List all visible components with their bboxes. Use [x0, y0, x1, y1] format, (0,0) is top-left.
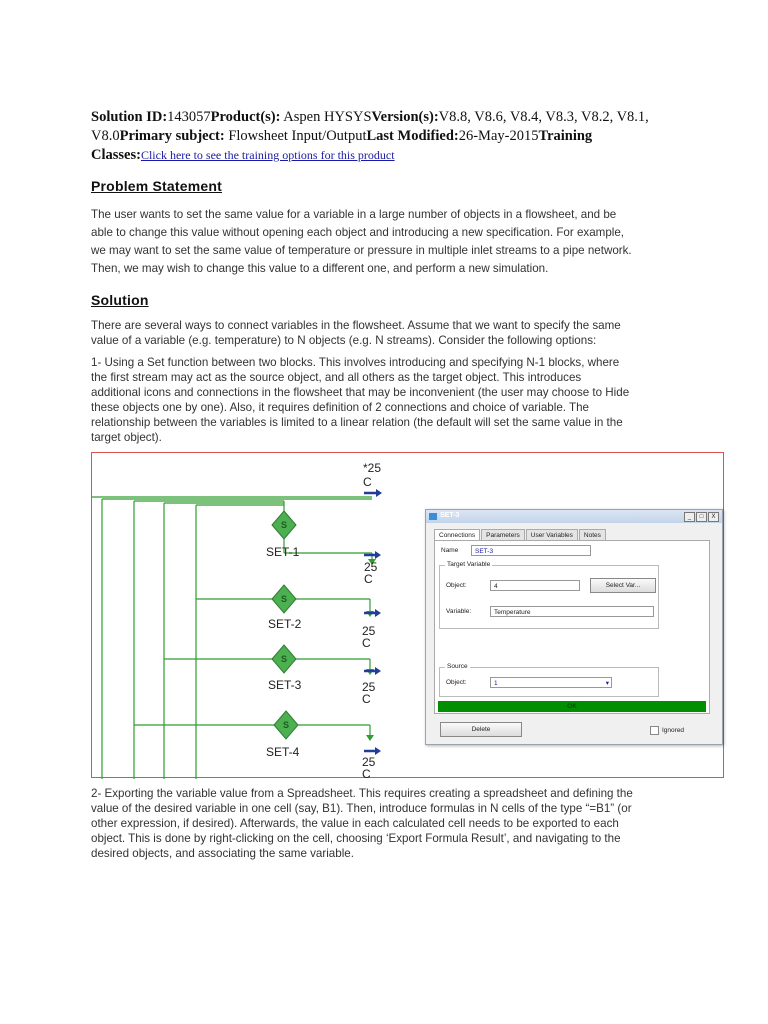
variable-field[interactable]: Temperature [490, 606, 654, 617]
set-3-temp: 25 [362, 680, 376, 694]
set-2-unit: C [362, 636, 371, 650]
problem-line: Then, we may wish to change this value to a different one, and perform a new simulation. [91, 262, 549, 275]
set-4-temp: 25 [362, 755, 376, 769]
problem-heading: Problem Statement [91, 178, 222, 194]
set-4-label: SET-4 [266, 745, 300, 759]
solution-heading: Solution [91, 292, 149, 308]
set-dialog-window [425, 509, 723, 745]
set-1-temp: 25 [364, 560, 378, 574]
versions-line1: V8.8, V8.6, V8.4, V8.3, V8.2, V8.1, [438, 109, 649, 125]
ignored-checkbox[interactable] [650, 726, 659, 735]
ignored-label: Ignored [662, 727, 685, 734]
problem-paragraph [91, 206, 691, 278]
option1-line: the first stream may act as the source object, and all others as the target object. This introduces [91, 371, 582, 384]
dialog-titlebar [426, 510, 722, 523]
option2-line: desired objects, and associating the same variable. [91, 847, 354, 860]
training-label-1: Training [538, 128, 593, 144]
set-symbol: S [282, 720, 290, 730]
solution-id: 143057 [167, 109, 211, 125]
option2-line: other expression, if desired). Afterwards, the value in each calculated cell needs to be exported to each [91, 817, 619, 830]
source-group [439, 663, 659, 697]
solution-intro [91, 318, 691, 348]
select-var-button[interactable]: Select Var... [590, 578, 656, 593]
name-label: Name [441, 547, 459, 554]
stream-arrow-icon [364, 493, 377, 751]
close-icon[interactable]: X [708, 512, 719, 522]
set-1-label: SET-1 [266, 545, 300, 559]
solution-metadata [91, 108, 681, 165]
name-field[interactable]: SET-3 [471, 545, 591, 556]
app-icon [429, 513, 437, 520]
products-label: Product(s): [210, 109, 281, 125]
option2-line: value of the desired variable in one cell (say, B1). Then, introduce formulas in N cells of the type “=B1” (or [91, 802, 632, 815]
intro-line: value of a variable (e.g. temperature) to N objects (e.g. N streams). Consider the following options: [91, 334, 597, 347]
option1-line: 1- Using a Set function between two blocks. This involves introducing and specifying N-1 blocks, where [91, 356, 620, 369]
target-group-title: Target Variable [447, 561, 491, 568]
set-3-label: SET-3 [268, 678, 302, 692]
products: Aspen HYSYS [283, 109, 372, 125]
option1-line: these objects one by one). Also, it requires definition of 2 connections and choice of variable. The [91, 401, 589, 414]
problem-line: able to change this value without opening each object and introducing a new specification. For example, [91, 226, 625, 239]
set-2-temp: 25 [362, 624, 376, 638]
option2-paragraph [91, 786, 691, 861]
intro-line: There are several ways to connect variables in the flowsheet. Assume that we want to specify the same [91, 319, 621, 332]
training-link[interactable]: Click here to see the training options for this product [140, 148, 395, 162]
source-temp: *25 [363, 461, 382, 475]
versions-label: Version(s): [371, 109, 439, 125]
option1-paragraph [91, 355, 691, 445]
delete-button[interactable]: Delete [440, 722, 522, 737]
source-object-value: 1 [494, 680, 498, 687]
set-3-unit: C [362, 692, 371, 706]
training-label-2: Classes: [91, 147, 141, 163]
set-symbol: S [280, 594, 288, 604]
tab-notes[interactable]: Notes [579, 529, 606, 541]
target-variable-group [439, 561, 659, 629]
subject: Flowsheet Input/Output [228, 128, 367, 144]
set-1-unit: C [364, 572, 373, 586]
option2-line: object. This is done by right-clicking on the cell, choosing ‘Export Formula Result’, and navigating to the [91, 832, 621, 845]
ok-status-bar: OK [438, 701, 706, 712]
source-object-label: Object: [446, 679, 467, 686]
option2-line: 2- Exporting the variable value from a Spreadsheet. This requires creating a spreadsheet and defining the [91, 787, 633, 800]
tab-parameters[interactable]: Parameters [481, 529, 525, 541]
modified: 26-May-2015 [458, 128, 539, 144]
set-4-unit: C [362, 767, 371, 779]
minimize-icon[interactable]: _ [684, 512, 695, 522]
solution-id-label: Solution ID: [91, 109, 168, 125]
option1-line: additional icons and connections in the flowsheet that may be inconvenient (the user may choose to Hide [91, 386, 630, 399]
scrollbar[interactable] [713, 540, 719, 720]
set-2-label: SET-2 [268, 617, 302, 631]
option1-line: relationship between the variables is limited to a linear relation (the default will set the same value in the [91, 416, 623, 429]
variable-label: Variable: [446, 608, 472, 615]
object-field[interactable]: 4 [490, 580, 580, 591]
versions-line2: V8.0 [91, 128, 120, 144]
subject-label: Primary subject: [119, 128, 225, 144]
dialog-title: SET-3 [440, 512, 460, 519]
modified-label: Last Modified: [366, 128, 459, 144]
object-label: Object: [446, 582, 467, 589]
option1-line: target object). [91, 431, 162, 444]
tab-connections[interactable]: Connections [434, 529, 480, 541]
set-symbol: S [280, 520, 288, 530]
source-object-select[interactable] [490, 677, 612, 688]
set-symbol: S [280, 654, 288, 664]
chevron-down-icon: ▾ [605, 680, 609, 687]
connections-pane [434, 540, 710, 714]
maximize-icon[interactable]: □ [696, 512, 707, 522]
source-unit: C [363, 475, 372, 489]
source-group-title: Source [447, 663, 468, 670]
tab-user-variables[interactable]: User Variables [526, 529, 578, 541]
problem-line: The user wants to set the same value for a variable in a large number of objects in a flowsheet, and be [91, 208, 617, 221]
problem-line: we may want to set the same value of temperature or pressure in multiple inlet streams to a pipe network. [91, 244, 632, 257]
